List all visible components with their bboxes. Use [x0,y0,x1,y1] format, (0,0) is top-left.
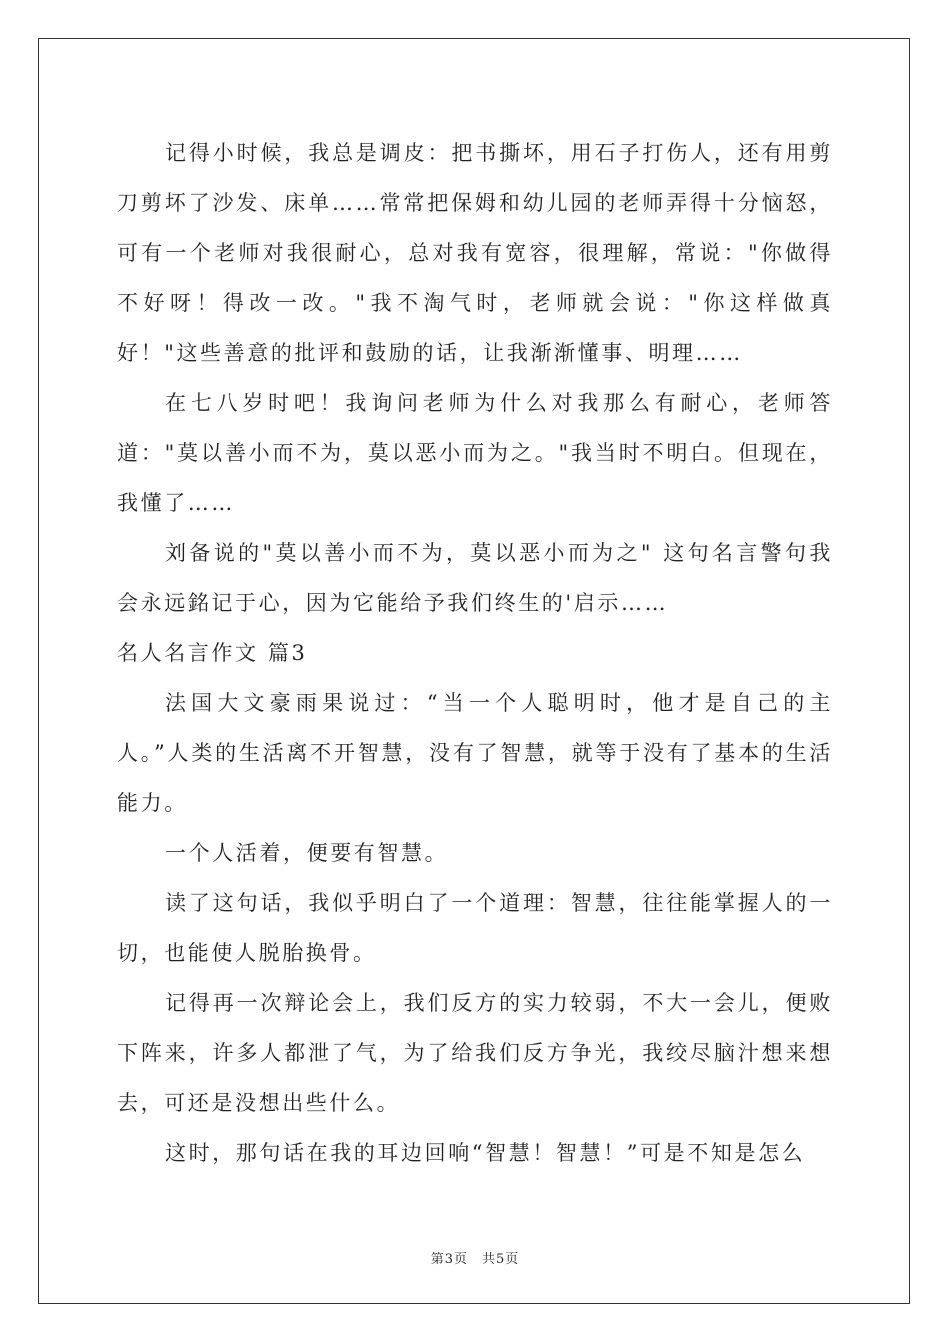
paragraph: 一个人活着，便要有智慧。 [165,841,449,865]
paragraph: 这时，那句话在我的耳边回响“智慧！智慧！”可是不知是怎么 [165,1141,806,1165]
paragraph: 在七八岁时吧！我询问老师为什么对我那么有耐心，老师答道："莫以善小而不为，莫以恶小而为之。"我当时不明白。但现在，我懂了…… [117,391,833,515]
paragraph: 记得再一次辩论会上，我们反方的实力较弱，不大一会儿，便败下阵来，许多人都泄了气，为了给我们反方争光，我绞尽脑汁想来想去，可还是没想出些什么。 [117,991,833,1115]
document-body [117,128,833,1178]
paragraph: 刘备说的"莫以善小而不为，莫以恶小而为之" 这句名言警句我会永远銘记于心，因为它能给予我们终生的'启示…… [117,541,833,615]
paragraph: 记得小时候，我总是调皮：把书撕坏，用石子打伤人，还有用剪刀剪坏了沙发、床单……常常把保姆和幼儿园的老师弄得十分恼怒，可有一个老师对我很耐心，总对我有宽容，很理解，常说："你做得不好呀！得改一改。"我不淘气时，老师就会说："你这样做真好！"这些善意的批评和鼓励的话，让我渐渐懂事、明理…… [117,141,833,365]
paragraph: 法国大文豪雨果说过：“当一个人聪明时，他才是自己的主人。”人类的生活离不开智慧，没有了智慧，就等于没有了基本的生活能力。 [117,691,833,815]
page-footer: 第3页 共5页 [430,1252,520,1267]
section-heading: 名人名言作文 篇3 [117,641,308,665]
paragraph: 读了这句话，我似乎明白了一个道理：智慧，往往能掌握人的一切，也能使人脱胎换骨。 [117,891,833,965]
